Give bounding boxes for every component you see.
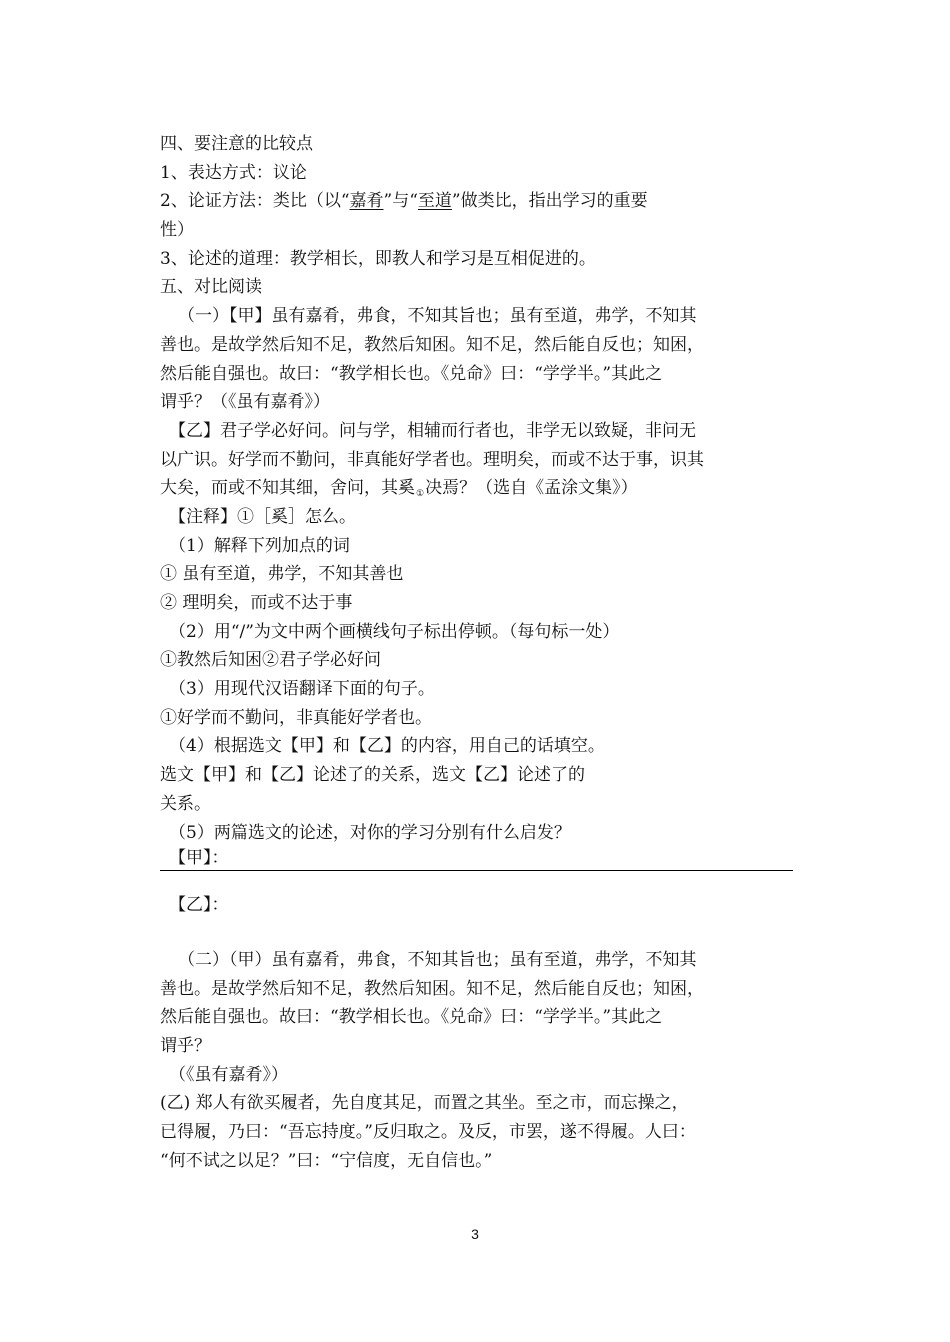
footnote-marker: ①: [416, 489, 425, 500]
section4-heading: 四、要注意的比较点: [160, 134, 313, 154]
section4-item2: [160, 187, 800, 216]
section4-item3: 3、论述的道理：教学相长，即教人和学习是互相促进的。: [160, 248, 596, 269]
question-1-b: ② 理明矣，而或不达于事: [160, 593, 353, 613]
part1-jia-line: （一）【甲】虽有嘉肴，弗食，不知其旨也；虽有至道，弗学，不知其: [178, 306, 697, 327]
question-3-item: ①好学而不勤问，非真能好学者也。: [160, 707, 432, 728]
item2-underlined-2: 至道: [417, 191, 452, 212]
question-4-fill-2: 关系。: [160, 793, 211, 814]
page-number: 3: [471, 1226, 479, 1242]
question-1-a: ① 虽有至道，弗学，不知其善也: [160, 564, 404, 585]
question-4-fill-1: 选文【甲】和【乙】论述了的关系，选文【乙】论述了的: [160, 765, 585, 786]
part2-jia-line: 谓乎？: [160, 1035, 211, 1056]
part1-yi-line: 【乙】君子学必好问。问与学，相辅而行者也，非学无以致疑，非问无: [169, 420, 696, 441]
annotation: 【注释】①［奚］怎么。: [169, 506, 356, 527]
part1-jia-line: 善也。是故学然后知不足，教然后知困。知不足，然后能自反也；知困，: [160, 334, 704, 355]
part1-jia-line: 谓乎？（《虽有嘉肴》）: [160, 392, 330, 413]
item2-text-c: ”做类比，指出学习的重要: [451, 191, 648, 212]
yi-text-a: 大矣，而或不知其细，舍问，其奚: [160, 478, 415, 499]
part1-jia-line: 然后能自强也。故曰：“教学相长也。《兑命》曰：“学学半。”其此之: [160, 363, 663, 384]
question-2: （2）用“/”为文中两个画横线句子标出停顿。（每句标一处）: [169, 621, 620, 642]
yi-text-b: 决焉？（选自《孟涂文集》）: [425, 478, 638, 499]
item2-text-a: 2、论证方法：类比（以“: [160, 191, 350, 212]
section4-item2-cont: 性）: [160, 220, 194, 241]
part1-yi-line: [160, 474, 800, 503]
question-1: （1）解释下列加点的词: [169, 535, 350, 556]
part2-jia-line: 善也。是故学然后知不足，教然后知困。知不足，然后能自反也；知困，: [160, 978, 704, 999]
answer-yi-label: 【乙】：: [169, 895, 229, 916]
section4-item1: 1、表达方式：议论: [160, 162, 307, 183]
item2-underlined-1: 嘉肴: [349, 191, 384, 212]
item2-text-b: ”与“: [383, 191, 418, 212]
part2-yi-line: “何不试之以足？”曰：“宁信度，无自信也。”: [160, 1150, 493, 1171]
part2-jia-line: （二）（甲）虽有嘉肴，弗食，不知其旨也；虽有至道，弗学，不知其: [178, 949, 697, 970]
question-5: （5）两篇选文的论述，对你的学习分别有什么启发？: [169, 822, 571, 843]
part2-jia-line: 然后能自强也。故曰：“教学相长也。《兑命》曰：“学学半。”其此之: [160, 1007, 663, 1028]
section5-heading: 五、对比阅读: [160, 277, 262, 298]
part1-yi-line: 以广识。好学而不勤问，非真能好学者也。理明矣，而或不达于事，识其: [160, 449, 704, 470]
question-2-items: ①教然后知困②君子学必好问: [160, 650, 381, 671]
part2-jia-source: （《虽有嘉肴》）: [169, 1064, 288, 1085]
part2-yi-line: (乙) 郑人有欲买履者，先自度其足，而置之其坐。至之市，而忘操之，: [160, 1093, 689, 1114]
question-4: （4）根据选文【甲】和【乙】的内容，用自己的话填空。: [169, 736, 605, 757]
answer-jia-label: 【甲】：: [169, 848, 229, 869]
question-3: （3）用现代汉语翻译下面的句子。: [169, 679, 435, 700]
page-content: [160, 130, 800, 1175]
part2-yi-line: 已得履，乃曰：“吾忘持度。”反归取之。及反，市罢，遂不得履。人曰：: [160, 1122, 696, 1142]
